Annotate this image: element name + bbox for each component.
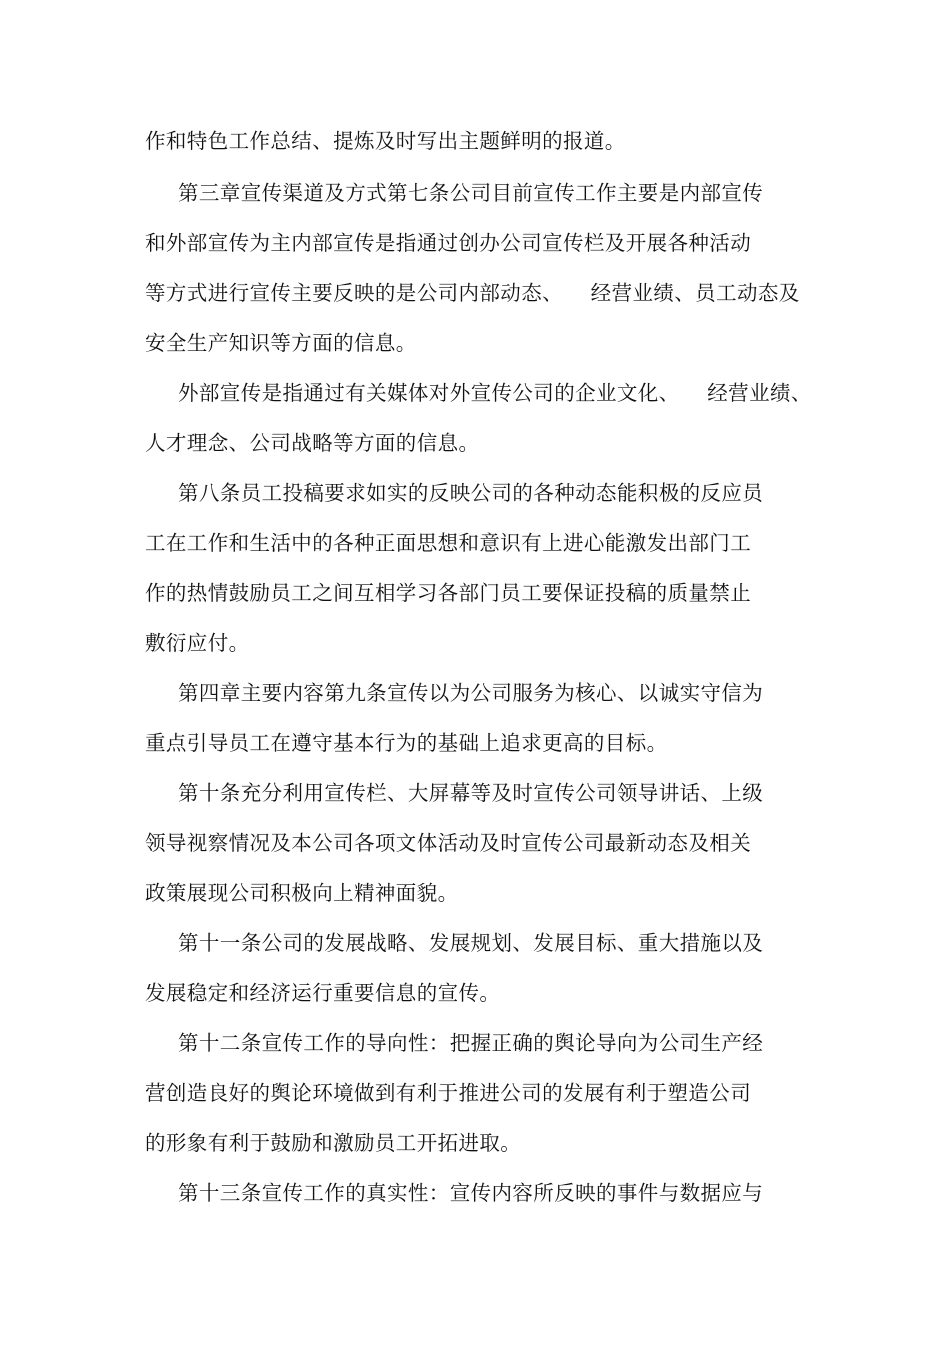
text-line: 发展稳定和经济运行重要信息的宣传。 (145, 981, 501, 1005)
text-line: 第十一条公司的发展战略、发展规划、发展目标、重大措施以及 (178, 931, 764, 955)
text-line: 第十二条宣传工作的导向性：把握正确的舆论导向为公司生产经 (178, 1031, 764, 1055)
text-line: 和外部宣传为主内部宣传是指通过创办公司宣传栏及开展各种活动 (145, 231, 752, 255)
text-line: 第三章宣传渠道及方式第七条公司目前宣传工作主要是内部宣传 (178, 181, 764, 205)
text-line: 作的热情鼓励员工之间互相学习各部门员工要保证投稿的质量禁止 (145, 581, 752, 605)
text-line: 营创造良好的舆论环境做到有利于推进公司的发展有利于塑造公司 (145, 1081, 752, 1105)
text-line: 重点引导员工在遵守基本行为的基础上追求更高的目标。 (145, 731, 668, 755)
text-line: 安全生产知识等方面的信息。 (145, 331, 417, 355)
text-line: 的形象有利于鼓励和激励员工开拓进取。 (145, 1131, 522, 1155)
text-line: 领导视察情况及本公司各项文体活动及时宣传公司最新动态及相关 (145, 831, 752, 855)
text-line: 第十条充分利用宣传栏、大屏幕等及时宣传公司领导讲话、上级 (178, 781, 764, 805)
text-line: 人才理念、公司战略等方面的信息。 (145, 431, 480, 455)
text-line: 第四章主要内容第九条宣传以为公司服务为核心、以诚实守信为 (178, 681, 764, 705)
text-line: 工在工作和生活中的各种正面思想和意识有上进心能激发出部门工 (145, 531, 752, 555)
text-line: 等方式进行宣传主要反映的是公司内部动态、 经营业绩、员工动态及 (145, 281, 800, 305)
text-line: 政策展现公司积极向上精神面貌。 (145, 881, 459, 905)
text-line: 第八条员工投稿要求如实的反映公司的各种动态能积极的反应员 (178, 481, 764, 505)
text-line: 外部宣传是指通过有关媒体对外宣传公司的企业文化、 经营业绩、 (178, 381, 812, 405)
text-line: 第十三条宣传工作的真实性：宣传内容所反映的事件与数据应与 (178, 1181, 764, 1205)
text-line: 敷衍应付。 (145, 631, 250, 655)
text-line: 作和特色工作总结、提炼及时写出主题鲜明的报道。 (145, 129, 626, 153)
